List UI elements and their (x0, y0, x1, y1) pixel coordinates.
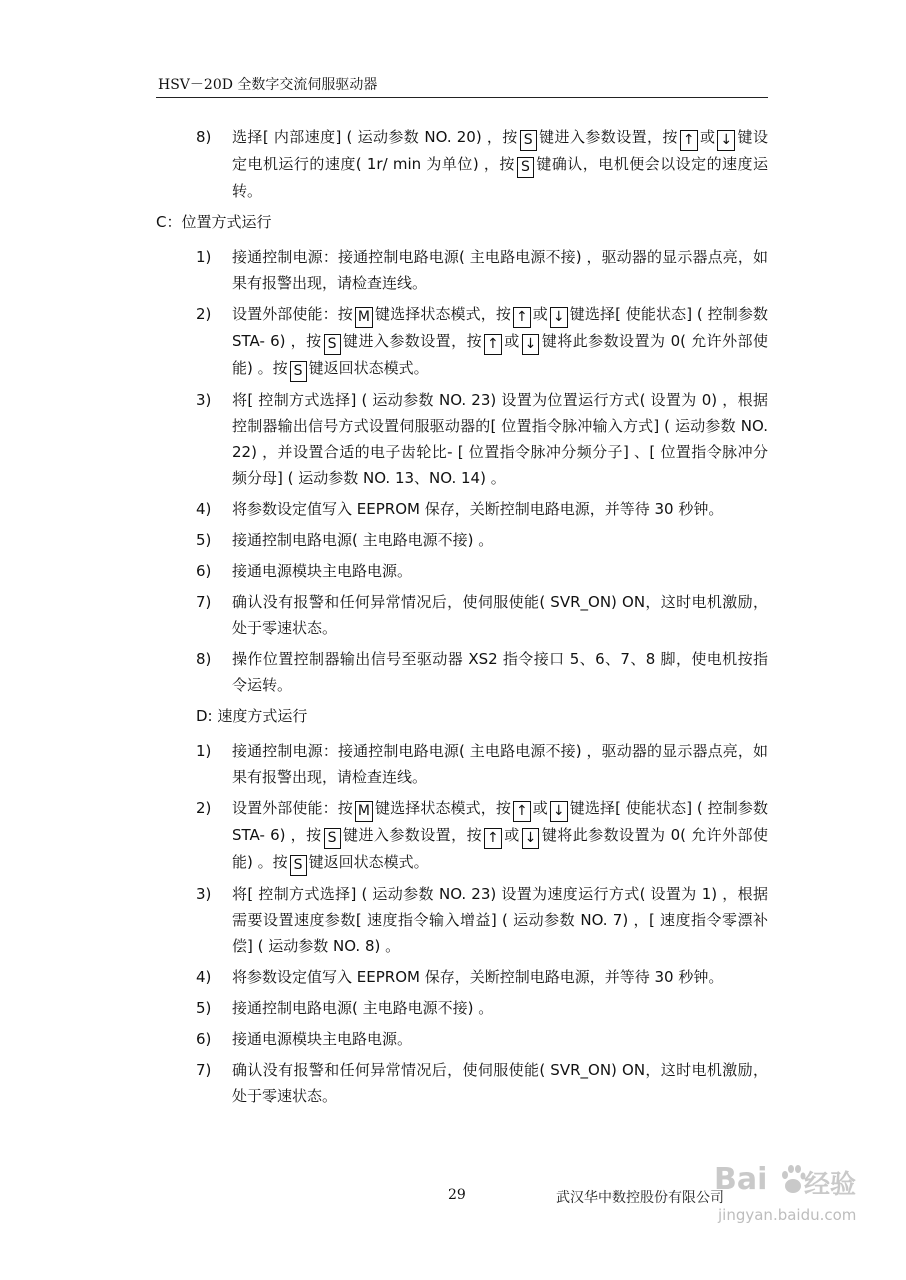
section-heading: C：位置方式运行 (156, 213, 272, 231)
item-text: 键设定电机运行的速度( 1r/ min 为单位) ，按 (232, 128, 768, 173)
key-label: M (355, 307, 373, 328)
list-item-number: 8) (196, 650, 212, 668)
list-item (156, 738, 768, 790)
list-item-number: 2) (196, 305, 212, 323)
item-text: 键进入参数设置，按 (342, 826, 483, 844)
key-label: ↑ (484, 828, 502, 849)
item-text: 键选择[ 使能状态] ( 控制参数 STA- 6) ，按 (232, 305, 768, 350)
key-label: ↓ (522, 828, 540, 849)
list-item-number: 4) (196, 500, 212, 518)
key-label: ↑ (680, 130, 698, 151)
list-item (156, 995, 768, 1021)
page-number: 29 (448, 1187, 466, 1203)
list-item-number: 1) (196, 248, 212, 266)
item-text: 键进入参数设置，按 (342, 332, 483, 350)
key-label: S (290, 361, 307, 382)
item-text: 键选择状态模式，按 (374, 305, 511, 323)
company-name: 武汉华中数控股份有限公司 (556, 1190, 724, 1206)
item-text: 选择[ 内部速度] ( 运动参数 NO. 20) ，按 (232, 128, 518, 146)
item-text: 操作位置控制器输出信号至驱动器 XS2 指令接口 5、6、7、8 脚，使电机按指令运转。 (232, 650, 768, 694)
paw-icon (780, 1158, 806, 1198)
key-label: ↓ (717, 130, 735, 151)
list-item (156, 881, 768, 959)
item-text: 键进入参数设置，按 (538, 128, 678, 146)
list-item-number: 4) (196, 968, 212, 986)
item-text: 设置外部使能：按 (232, 799, 353, 817)
list-item-number: 5) (196, 999, 212, 1017)
watermark-suffix: 经验 (804, 1170, 857, 1200)
list-item (156, 244, 768, 296)
list-item (156, 496, 768, 522)
list-item (156, 387, 768, 491)
item-text: 设置外部使能：按 (232, 305, 353, 323)
item-text: 接通电源模块主电路电源。 (232, 562, 413, 580)
item-text: 或 (532, 305, 548, 323)
item-text: 键将此参数设置为 0( 允许外部使能) 。按 (232, 826, 768, 871)
item-text: 接通控制电路电源( 主电路电源不接) 。 (232, 999, 494, 1017)
item-text: 接通控制电路电源( 主电路电源不接) 。 (232, 531, 494, 549)
list-item-number: 3) (196, 391, 212, 409)
list-item-number: 3) (196, 885, 212, 903)
item-text: 接通控制电源：接通控制电路电源( 主电路电源不接) ，驱动器的显示器点亮，如果有报警出现，请检查连线。 (232, 742, 768, 786)
list-item (156, 558, 768, 584)
list-item-number: 6) (196, 562, 212, 580)
key-label: ↑ (484, 334, 502, 355)
item-text: 接通控制电源：接通控制电路电源( 主电路电源不接) ，驱动器的显示器点亮，如果有报警出现，请检查连线。 (232, 248, 768, 292)
section-heading: D: 速度方式运行 (196, 707, 308, 725)
key-label: S (520, 130, 537, 151)
item-text: 将[ 控制方式选择] ( 运动参数 NO. 23) 设置为位置运行方式( 设置为 0) ，根据控制器输出信号方式设置伺服驱动器的[ 位置指令脉冲输入方式] ( 运动参数 NO. 22) ，并设置合适的电子齿轮比- [ 位置指令脉冲分频分子] 、[ 位置指令脉冲分频分母] ( 运动参数 NO. 13、NO. 14) 。 (232, 391, 768, 487)
item-text: 或 (503, 332, 520, 350)
key-label: ↓ (550, 801, 568, 822)
list-item (156, 124, 768, 204)
list-item (156, 527, 768, 553)
item-text: 键返回状态模式。 (308, 853, 429, 871)
key-label: S (324, 334, 341, 355)
item-text: 将参数设定值写入 EEPROM 保存，关断控制电路电源，并等待 30 秒钟。 (232, 500, 724, 518)
list-item-number: 2) (196, 799, 212, 817)
list-item (156, 646, 768, 698)
list-item-number: 8) (196, 128, 212, 146)
document-body (156, 124, 768, 1114)
list-item (156, 301, 768, 382)
item-text: 接通电源模块主电路电源。 (232, 1030, 413, 1048)
key-label: S (290, 855, 307, 876)
item-text: 确认没有报警和任何异常情况后，使伺服使能( SVR_ON) ON，这时电机激励，处于零速状态。 (232, 593, 768, 637)
key-label: ↑ (513, 801, 531, 822)
key-label: ↓ (522, 334, 540, 355)
header-rule (156, 97, 768, 98)
baidu-jingyan-watermark (712, 1154, 862, 1234)
key-label: ↓ (550, 307, 568, 328)
list-item (156, 1026, 768, 1052)
item-text: 或 (503, 826, 520, 844)
watermark-brand: Bai (714, 1162, 768, 1197)
watermark-url: jingyan.baidu.com (718, 1206, 857, 1224)
item-text: 将[ 控制方式选择] ( 运动参数 NO. 23) 设置为速度运行方式( 设置为 1) ，根据需要设置速度参数[ 速度指令输入增益] ( 运动参数 NO. 7) ，[ 速度指令零漂补偿] ( 运动参数 NO. 8) 。 (232, 885, 768, 955)
item-text: 键选择[ 使能状态] ( 控制参数 STA- 6) ，按 (232, 799, 768, 844)
list-item (156, 964, 768, 990)
list-item-number: 6) (196, 1030, 212, 1048)
item-text: 或 (532, 799, 548, 817)
list-item-number: 7) (196, 593, 212, 611)
page-header-title: HSV－20D 全数字交流伺服驱动器 (158, 77, 378, 93)
item-text: 将参数设定值写入 EEPROM 保存，关断控制电路电源，并等待 30 秒钟。 (232, 968, 724, 986)
key-label: S (324, 828, 341, 849)
key-label: M (355, 801, 373, 822)
key-label: S (517, 157, 534, 178)
item-text: 键返回状态模式。 (308, 359, 429, 377)
list-item-number: 5) (196, 531, 212, 549)
item-text: 键确认，电机便会以设定的速度运转。 (232, 155, 768, 200)
item-text: 键将此参数设置为 0( 允许外部使能) 。按 (232, 332, 768, 377)
item-text: 确认没有报警和任何异常情况后，使伺服使能( SVR_ON) ON，这时电机激励，处于零速状态。 (232, 1061, 768, 1105)
item-text: 或 (699, 128, 716, 146)
list-item-number: 1) (196, 742, 212, 760)
list-item (156, 1057, 768, 1109)
item-text: 键选择状态模式，按 (374, 799, 511, 817)
list-item (156, 795, 768, 876)
list-item (156, 589, 768, 641)
key-label: ↑ (513, 307, 531, 328)
list-item-number: 7) (196, 1061, 212, 1079)
